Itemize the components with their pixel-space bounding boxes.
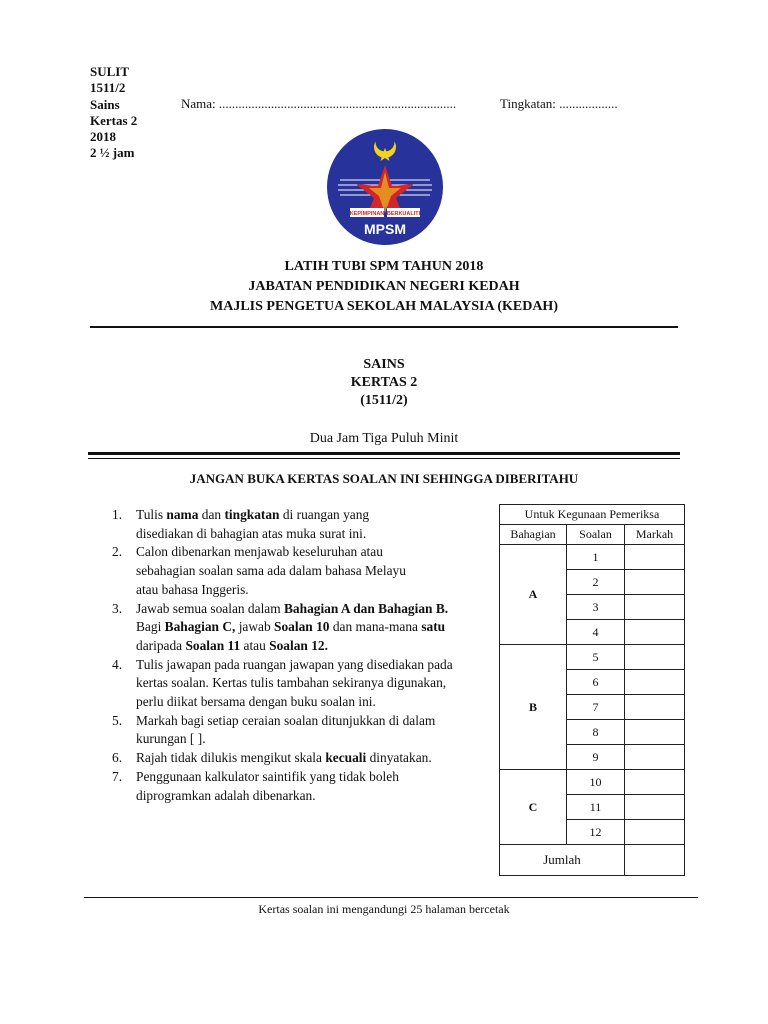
instruction-text <box>136 506 482 543</box>
marks-cell <box>625 720 685 745</box>
instruction-emphasis: Bahagian C, <box>164 619 236 635</box>
table-row <box>500 545 685 570</box>
instruction-emphasis: kecuali <box>325 750 367 766</box>
instruction-number: 2. <box>112 544 123 560</box>
instruction-number: 4. <box>112 656 123 672</box>
instruction-segment: kertas soalan. Kertas tulis tambahan sekiranya digunakan, <box>136 675 447 691</box>
divider <box>88 452 680 455</box>
question-number: 10 <box>567 770 625 795</box>
marks-cell <box>625 695 685 720</box>
marks-cell <box>625 770 685 795</box>
instruction-line <box>136 506 482 525</box>
instruction-emphasis: Soalan 11 <box>185 637 241 653</box>
instruction-segment: disediakan di bahagian atas muka surat ini. <box>136 525 367 541</box>
instruction-segment: Penggunaan kalkulator saintifik yang tidak boleh <box>136 768 399 784</box>
instructions-list <box>112 506 482 805</box>
marks-cell <box>625 620 685 645</box>
warning-notice: JANGAN BUKA KERTAS SOALAN INI SEHINGGA DIBERITAHU <box>189 471 579 486</box>
instruction-line <box>136 693 482 712</box>
instruction-segment: dan mana-mana <box>329 619 422 635</box>
question-number: 12 <box>567 820 625 845</box>
instruction-segment: dinyatakan. <box>366 750 432 766</box>
instruction-text <box>136 768 482 805</box>
marks-cell <box>625 595 685 620</box>
instruction-line <box>136 787 482 806</box>
instruction-text <box>136 749 482 768</box>
instruction-segment: Rajah tidak dilukis mengikut skala <box>136 750 326 766</box>
instruction-line <box>136 543 482 562</box>
paper-info-line: Kertas 2 <box>90 112 138 128</box>
column-header-section: Bahagian <box>500 525 567 545</box>
instruction-emphasis: Soalan 10 <box>274 619 330 635</box>
examiner-table <box>499 504 685 876</box>
mpsm-logo <box>326 128 444 246</box>
instruction-segment: Bagi <box>136 619 165 635</box>
question-number: 6 <box>567 670 625 695</box>
instruction-line <box>136 618 482 637</box>
instruction-segment: Calon dibenarkan menjawab keseluruhan atau <box>136 544 383 560</box>
instruction-line <box>136 656 482 675</box>
table-caption: Untuk Kegunaan Pemeriksa <box>500 505 685 525</box>
instruction-emphasis: Soalan 12. <box>269 637 328 653</box>
instruction-segment: di ruangan yang <box>279 507 370 522</box>
marks-cell <box>625 795 685 820</box>
instruction-line <box>136 674 482 693</box>
subject-name: SAINS <box>363 357 405 372</box>
question-number: 1 <box>567 545 625 570</box>
instruction-emphasis: nama <box>166 507 199 522</box>
instruction-number: 6. <box>112 750 123 766</box>
instruction-line <box>136 581 482 600</box>
instruction-line <box>136 768 482 787</box>
instruction-segment: Tulis <box>136 507 167 522</box>
divider <box>90 326 678 328</box>
title-line-3: MAJLIS PENGETUA SEKOLAH MALAYSIA (KEDAH) <box>210 299 558 314</box>
instruction-emphasis: Bahagian A dan Bahagian B. <box>284 600 449 616</box>
instruction-segment: perlu diikat bersama dengan buku soalan ini. <box>136 694 376 710</box>
instruction-line <box>136 712 482 731</box>
ribbon-left-text: KEPIMPINAN <box>349 211 385 217</box>
instruction-line <box>136 562 482 581</box>
question-number: 4 <box>567 620 625 645</box>
instruction-item <box>112 768 482 805</box>
table-row <box>500 770 685 795</box>
instruction-line <box>136 637 482 656</box>
page-count-note: Kertas soalan ini mengandungi 25 halaman bercetak <box>258 902 510 916</box>
instruction-segment: sebahagian soalan sama ada dalam bahasa Melayu <box>136 563 406 579</box>
instruction-emphasis: satu <box>421 619 446 635</box>
instruction-item <box>112 656 482 712</box>
form-field: Tingkatan: .................. <box>500 96 618 111</box>
title-line-1: LATIH TUBI SPM TAHUN 2018 <box>284 259 484 274</box>
instruction-item <box>112 749 482 768</box>
paper-info-line: 2 ½ jam <box>90 145 135 161</box>
divider <box>84 897 698 898</box>
instruction-segment: Jawab semua soalan dalam <box>136 600 284 616</box>
table-row <box>500 645 685 670</box>
exam-duration: Dua Jam Tiga Puluh Minit <box>309 431 459 446</box>
instruction-line <box>136 525 482 544</box>
marks-cell <box>625 670 685 695</box>
instruction-segment: kurungan [ ]. <box>136 731 206 747</box>
marks-cell <box>625 820 685 845</box>
instruction-segment: Markah bagi setiap ceraian soalan ditunjukkan di dalam <box>136 712 436 728</box>
instruction-item <box>112 712 482 749</box>
total-marks-cell <box>625 845 685 876</box>
exam-title <box>0 257 768 317</box>
instruction-number: 7. <box>112 768 123 784</box>
instruction-item <box>112 600 482 656</box>
question-number: 8 <box>567 720 625 745</box>
marks-cell <box>625 570 685 595</box>
question-number: 2 <box>567 570 625 595</box>
section-label: C <box>500 770 567 845</box>
marks-cell <box>625 745 685 770</box>
instruction-line <box>136 749 482 768</box>
question-number: 11 <box>567 795 625 820</box>
subject-info <box>0 356 768 410</box>
instruction-segment: daripada <box>136 637 186 653</box>
column-header-question: Soalan <box>567 525 625 545</box>
instruction-line <box>136 730 482 749</box>
logo-text: MPSM <box>364 221 406 237</box>
instruction-number: 5. <box>112 712 123 728</box>
paper-number: KERTAS 2 <box>350 375 418 390</box>
instruction-number: 3. <box>112 600 123 616</box>
total-label: Jumlah <box>500 845 625 876</box>
instruction-number: 1. <box>112 507 123 522</box>
name-field: Nama: ......................................................................... <box>181 96 457 111</box>
question-number: 7 <box>567 695 625 720</box>
paper-info <box>90 64 137 162</box>
instruction-segment: jawab <box>235 619 275 635</box>
instruction-item <box>112 506 482 543</box>
instruction-text <box>136 543 482 599</box>
instruction-emphasis: tingkatan <box>224 507 280 522</box>
marks-cell <box>625 545 685 570</box>
paper-info-line: 2018 <box>90 129 116 145</box>
instruction-segment: dan <box>198 507 225 522</box>
instruction-item <box>112 543 482 599</box>
section-label: A <box>500 545 567 645</box>
title-line-2: JABATAN PENDIDIKAN NEGERI KEDAH <box>248 279 520 294</box>
instruction-segment: diprogramkan adalah dibenarkan. <box>136 787 316 803</box>
instruction-text <box>136 600 482 656</box>
question-number: 9 <box>567 745 625 770</box>
ribbon-right-text: BERKUALITI <box>386 211 421 217</box>
paper-info-line: SULIT <box>90 64 130 79</box>
section-label: B <box>500 645 567 770</box>
instruction-segment: atau bahasa Inggeris. <box>136 581 249 597</box>
paper-code: (1511/2) <box>360 393 408 408</box>
instruction-text <box>136 656 482 712</box>
instruction-text <box>136 712 482 749</box>
column-header-marks: Markah <box>625 525 685 545</box>
question-number: 3 <box>567 595 625 620</box>
marks-cell <box>625 645 685 670</box>
instruction-line <box>136 600 482 619</box>
paper-info-line: Sains <box>90 96 120 112</box>
question-number: 5 <box>567 645 625 670</box>
divider <box>88 458 680 459</box>
paper-info-line: 1511/2 <box>90 80 126 96</box>
instruction-segment: Tulis jawapan pada ruangan jawapan yang disediakan pada <box>136 656 453 672</box>
instruction-segment: atau <box>240 637 270 653</box>
